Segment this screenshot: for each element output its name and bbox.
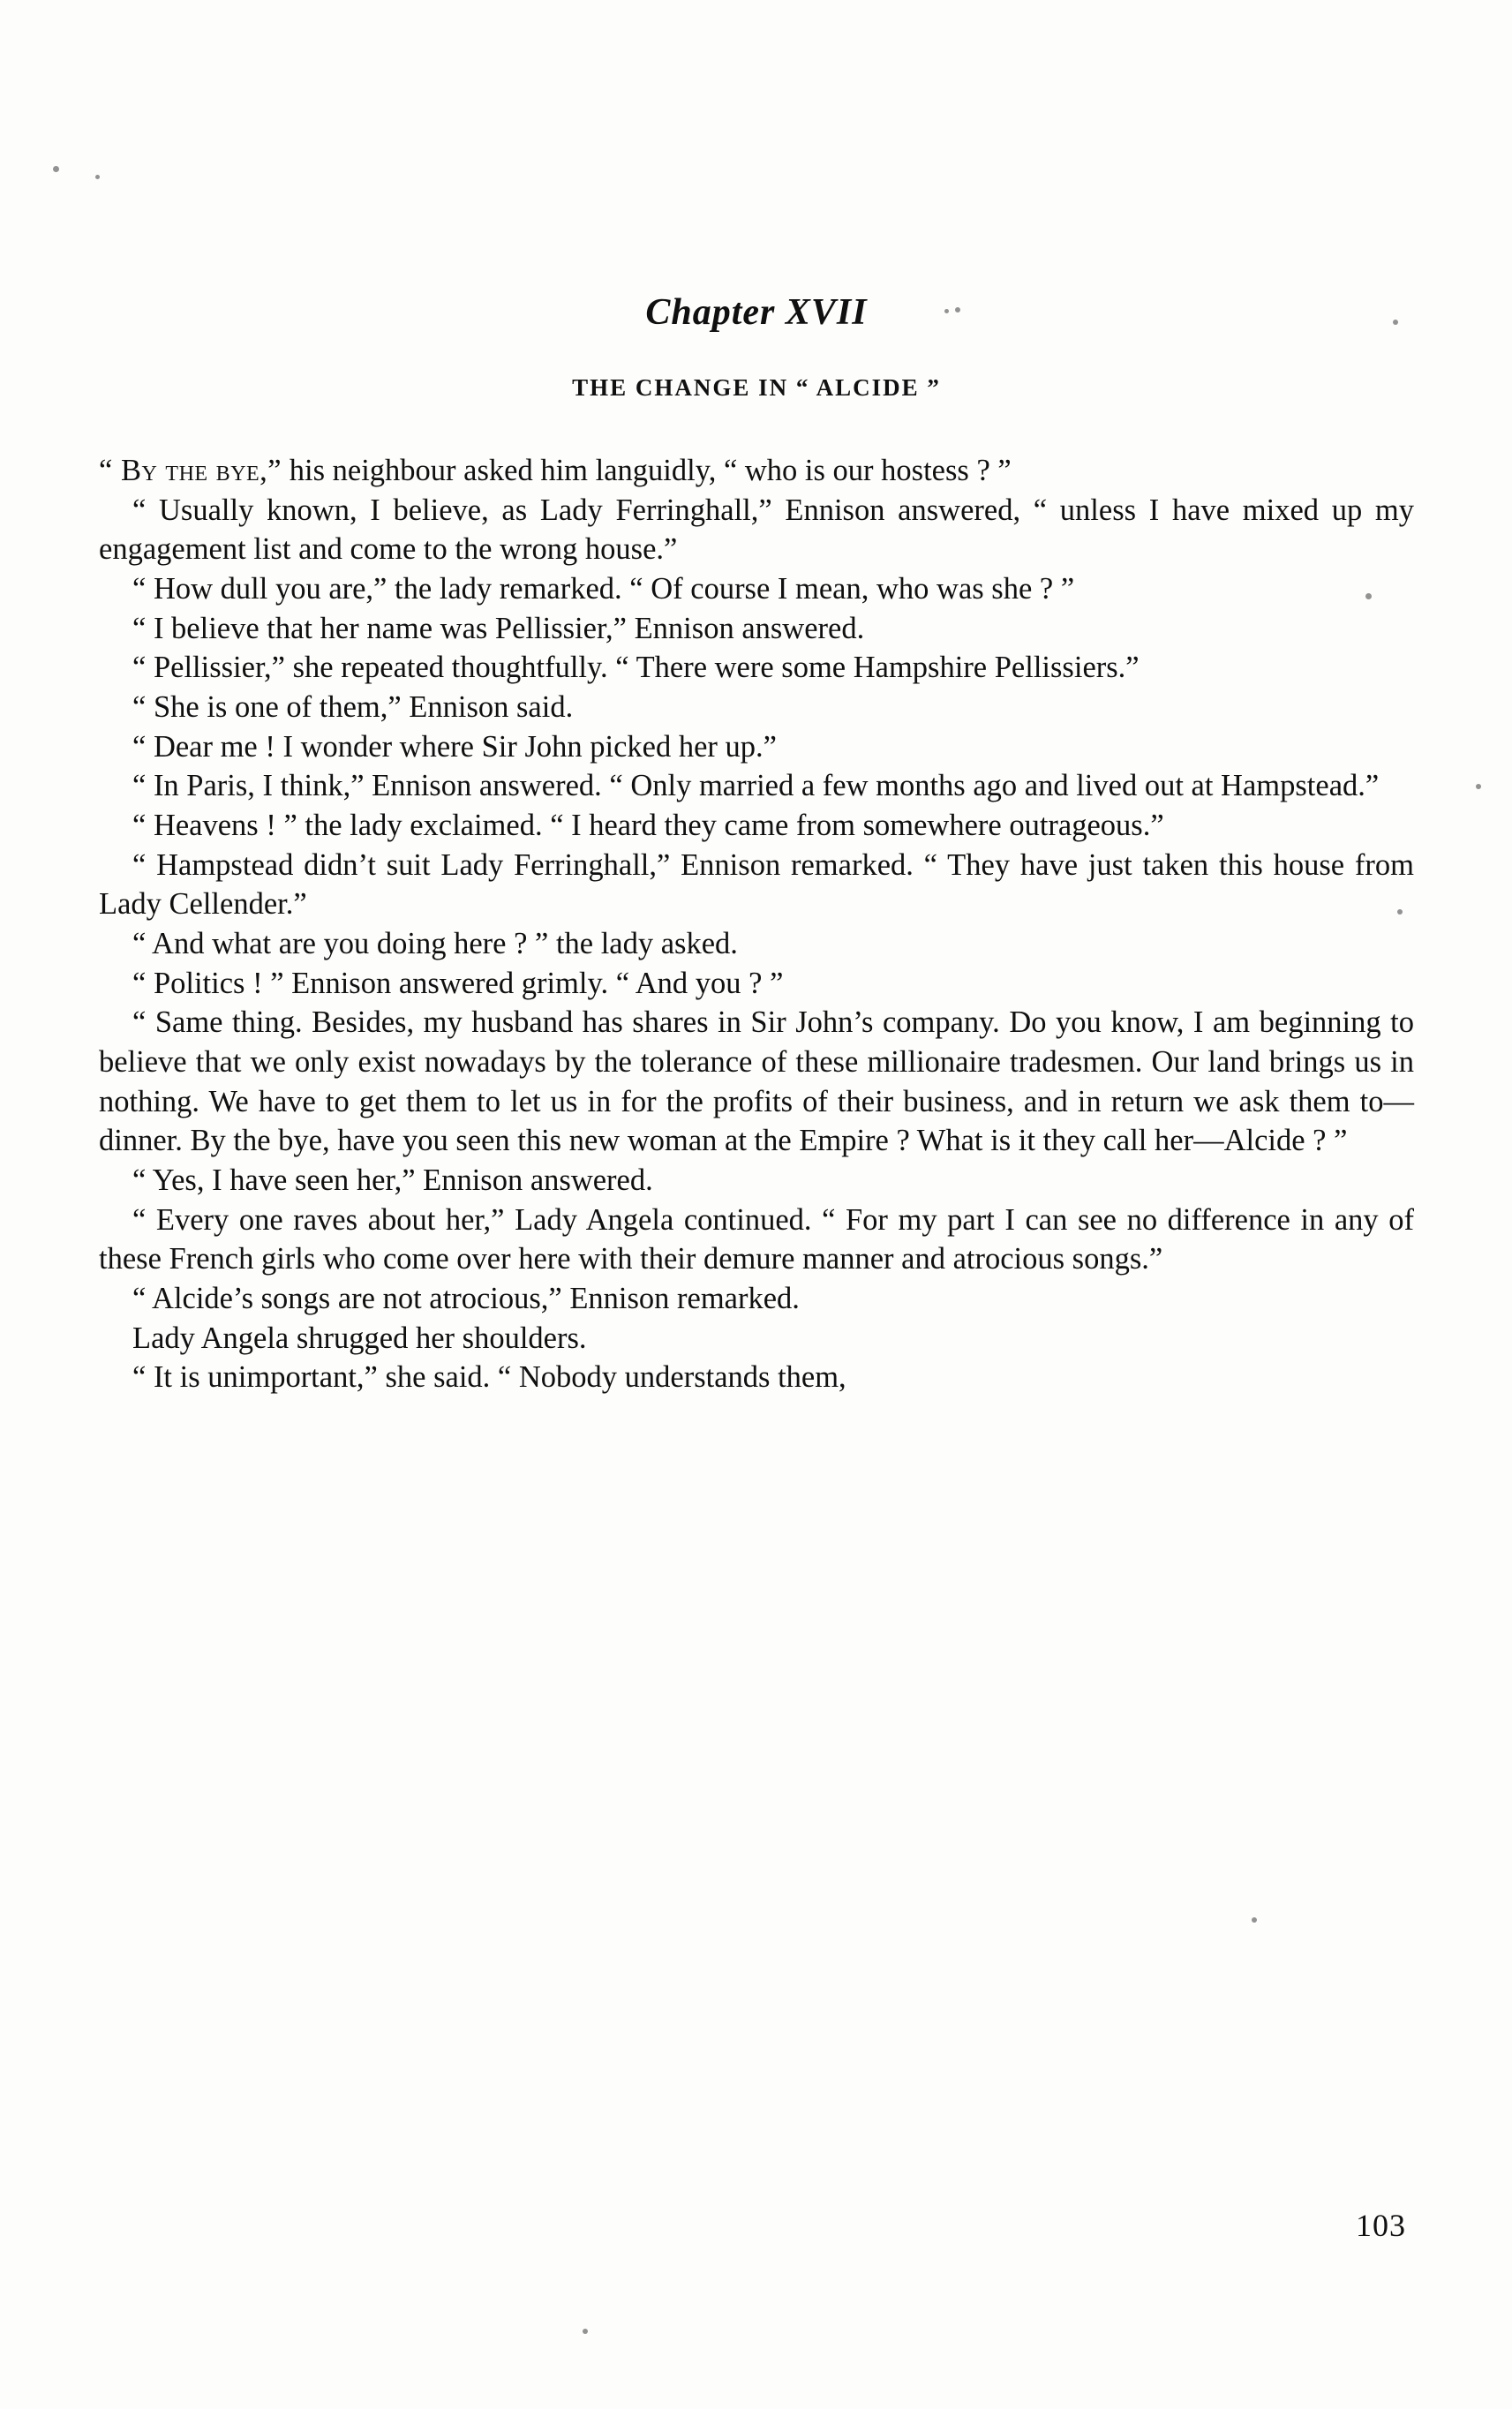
paragraph: “ She is one of them,” Ennison said.	[132, 690, 574, 725]
paragraph	[99, 451, 1414, 491]
paragraph: “ And what are you doing here ? ” the lady asked.	[132, 927, 738, 961]
paragraph: “ Usually known, I believe, as Lady Ferringhall,” Ennison answered, “ unless I have mixed up my engagement list and come to the wrong house.”	[99, 493, 1414, 567]
paragraph: “ Heavens ! ” the lady exclaimed. “ I heard they came from somewhere outrageous.”	[132, 809, 1164, 843]
paragraph: “ I believe that her name was Pellissier,” Ennison answered.	[132, 611, 865, 645]
paragraph-lead-smallcaps: “ By the bye,”	[99, 454, 282, 487]
paragraph: “ Yes, I have seen her,” Ennison answered.	[132, 1163, 653, 1198]
paragraph: “ Dear me ! I wonder where Sir John picked her up.”	[132, 729, 777, 764]
chapter-title: Chapter XVII	[645, 292, 868, 333]
chapter-subtitle: THE CHANGE IN “ ALCIDE ”	[572, 374, 941, 401]
paragraph: “ Hampstead didn’t suit Lady Ferringhall,” Ennison remarked. “ They have just taken this house from Lady Cellender.”	[99, 847, 1414, 922]
paragraph: “ How dull you are,” the lady remarked. “ Of course I mean, who was she ? ”	[132, 572, 1075, 606]
page-speck	[1252, 1917, 1257, 1923]
paragraph: “ Every one raves about her,” Lady Angela continued. “ For my part I can see no difference in any of these French girls who come over here with their demure manner and atrocious songs.”	[99, 1202, 1414, 1276]
page-number: 103	[1356, 2208, 1406, 2243]
page-text-block	[99, 291, 1414, 1397]
page-speck	[53, 166, 59, 172]
paragraph: “ Alcide’s songs are not atrocious,” Ennison remarked.	[132, 1282, 800, 1316]
page-speck	[1476, 784, 1481, 789]
paragraph: “ Politics ! ” Ennison answered grimly. “ And you ? ”	[132, 966, 784, 1000]
paragraph: “ In Paris, I think,” Ennison answered. “ Only married a few months ago and lived out at Hampstead.”	[132, 769, 1380, 803]
paragraph: “ It is unimportant,” she said. “ Nobody understands them,	[132, 1360, 846, 1395]
paragraph-lead-rest: his neighbour asked him languidly, “ who is our hostess ? ”	[282, 454, 1012, 487]
paragraph: “ Same thing. Besides, my husband has shares in Sir John’s company. Do you know, I am beginning to believe that we only exist nowadays by the tolerance of these millionaire tradesmen. Our land brings us in nothing. We have to get them to let us in for the profits of their business, and in return we ask them to—dinner. By the bye, have you seen this new woman at the Empire ? What is it they call her—Alcide ? ”	[99, 1005, 1414, 1158]
paragraph: Lady Angela shrugged her shoulders.	[132, 1321, 587, 1355]
page-speck	[95, 175, 100, 179]
page-speck	[583, 2329, 588, 2334]
paragraph: “ Pellissier,” she repeated thoughtfully. “ There were some Hampshire Pellissiers.”	[132, 651, 1140, 685]
